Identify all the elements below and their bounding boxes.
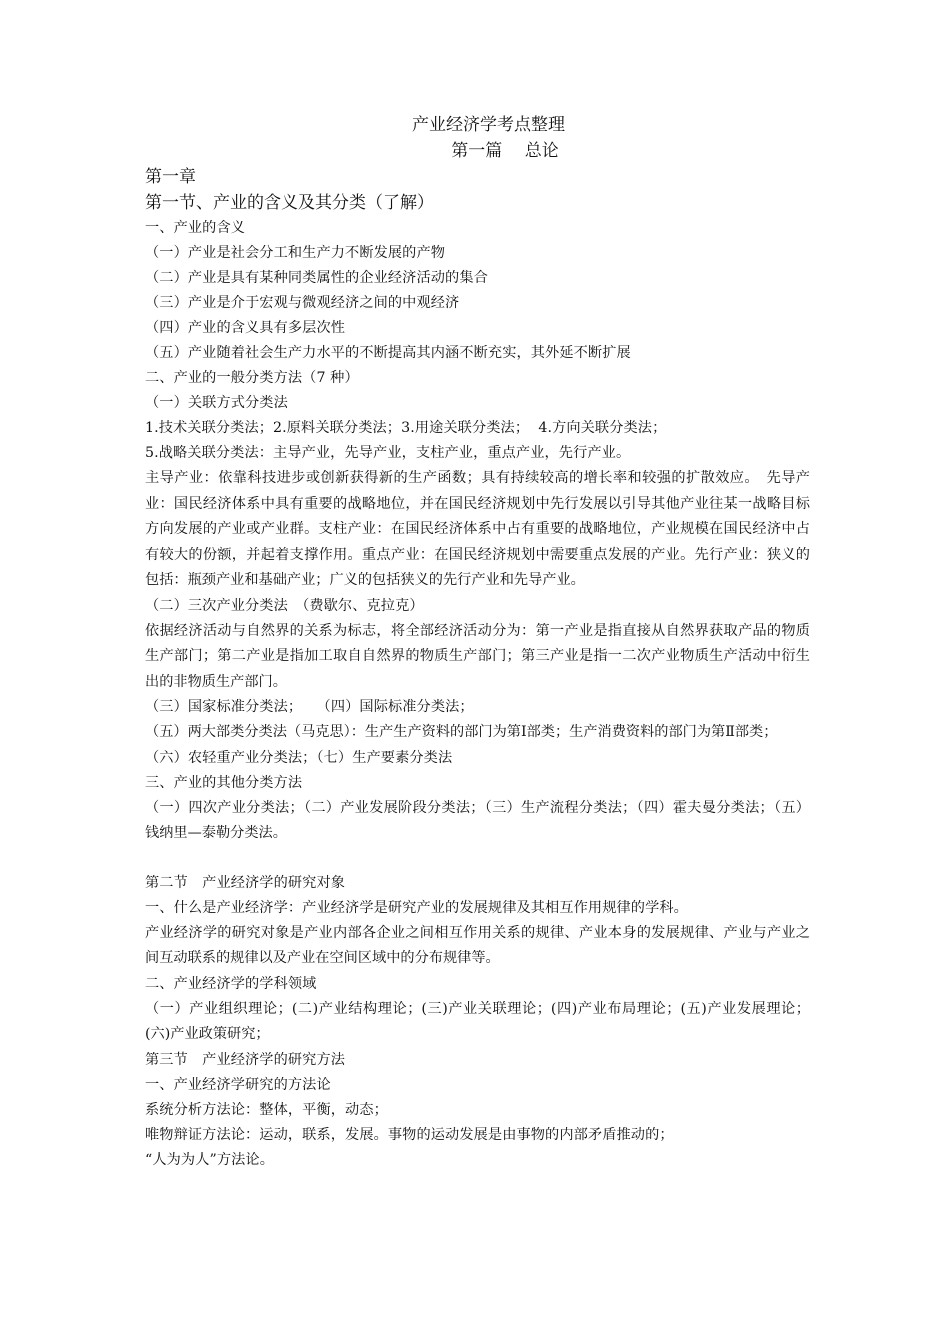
text-line: 5.战略关联分类法：主导产业，先导产业，支柱产业，重点产业，先行产业。 [145, 445, 631, 461]
text-line: “人为为人”方法论。 [145, 1151, 275, 1168]
text-line: 唯物辩证方法论：运动，联系，发展。事物的运动发展是由事物的内部矛盾推动的； [145, 1126, 674, 1143]
document-title: 产业经济学考点整理 [412, 115, 565, 135]
paragraph: 主导产业：依靠科技进步或创新获得新的生产函数；具有持续较高的增长率和较强的扩散效应。 先导产业：国民经济体系中具有重要的战略地位，并在国民经济规划中先行发展以引导其他产业往某一战略目标方向发展的产业或产业群。支柱产业：在国民经济体系中占有重要的战略地位，产业规模在国民经济中占有较大的份额，并起着支撑作用。重点产业：在国民经济规划中需要重点发展的产业。先行产业：狭义的包括：瓶颈产业和基础产业；广义的包括狭义的先行产业和先导产业。 [145, 470, 810, 588]
section-3-heading: 第三节 产业经济学的研究方法 [145, 1051, 346, 1068]
paragraph: 依据经济活动与自然界的关系为标志，将全部经济活动分为：第一产业是指直接从自然界获取产品的物质生产部门；第二产业是指加工取自自然界的物质生产部门；第三产业是指一二次产业物质生产活动中衍生出的非物质生产部门。 [145, 622, 810, 690]
chapter-heading: 第一章 [145, 167, 196, 187]
document-body [145, 112, 810, 1173]
text-line: 1.技术关联分类法；2.原料关联分类法；3.用途关联分类法； 4.方向关联分类法； [145, 420, 667, 436]
section-1-heading: 第一节、产业的含义及其分类（了解） [145, 193, 434, 213]
text-line: （一）产业是社会分工和生产力不断发展的产物 [145, 245, 446, 261]
text-line: （六）农轻重产业分类法；（七）生产要素分类法 [145, 749, 453, 766]
part-title: 第一篇 总论 [451, 141, 559, 161]
spacer [145, 847, 810, 871]
paragraph: （五）两大部类分类法（马克思）：生产生产资料的部门为第Ⅰ部类；生产消费资料的部门为第Ⅱ部类； [145, 724, 778, 740]
text-line: 二、产业经济学的学科领域 [145, 975, 317, 992]
text-line: 一、产业的含义 [145, 220, 246, 236]
paragraph: 产业经济学的研究对象是产业内部各企业之间相互作用关系的规律、产业本身的发展规律、产业与产业之间互动联系的规律以及产业在空间区域中的分布规律等。 [145, 924, 810, 966]
paragraph: （一）产业组织理论；(二)产业结构理论；(三)产业关联理论；(四)产业布局理论；(五)产业发展理论；(六)产业政策研究； [145, 1000, 810, 1042]
text-line: 三、产业的其他分类方法 [145, 774, 303, 791]
text-line: （三）国家标准分类法； （四）国际标准分类法； [145, 699, 474, 715]
text-line: （四）产业的含义具有多层次性 [145, 320, 346, 336]
text-line: 一、什么是产业经济学：产业经济学是研究产业的发展规律及其相互作用规律的学科。 [145, 899, 688, 916]
text-line: （三）产业是介于宏观与微观经济之间的中观经济 [145, 295, 460, 311]
text-line: 一、产业经济学研究的方法论 [145, 1076, 331, 1093]
text-line: （五）产业随着社会生产力水平的不断提高其内涵不断充实，其外延不断扩展 [145, 345, 631, 361]
text-line: （一）关联方式分类法 [145, 395, 288, 411]
section-2-heading: 第二节 产业经济学的研究对象 [145, 874, 346, 891]
paragraph: （一）四次产业分类法；（二）产业发展阶段分类法；（三）生产流程分类法；（四）霍夫曼分类法；（五）钱纳里—泰勒分类法。 [145, 799, 810, 841]
text-line: （二）产业是具有某种同类属性的企业经济活动的集合 [145, 270, 488, 286]
text-line: 二、产业的一般分类方法（7 种） [145, 370, 359, 386]
text-line: （二）三次产业分类法 （费歇尔、克拉克） [145, 597, 424, 614]
text-line: 系统分析方法论：整体，平衡，动态； [145, 1101, 388, 1118]
